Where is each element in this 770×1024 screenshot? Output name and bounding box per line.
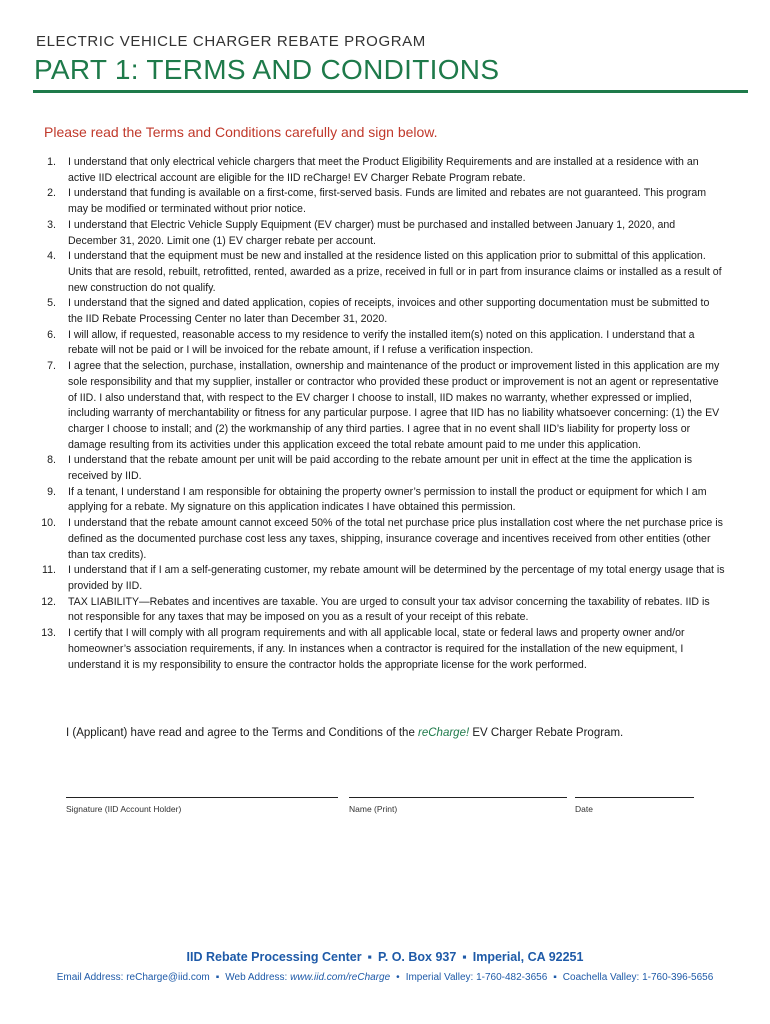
signature-line[interactable] (66, 797, 338, 798)
term-item (18, 328, 726, 359)
term-item (18, 218, 726, 249)
term-text: I understand that funding is available on a first-come, first-served basis. Funds are limited and rebates are not guaranteed. This program may be modified or terminated without prior notice. (68, 187, 707, 216)
term-text: I understand that the equipment must be new and installed at the residence listed on this application prior to submittal of this application. Units that are resold, rebuilt, retrofitted, rented, awarded as a prize, received in full or in part from insurance claims or installed as a result of new construction do not qualify. (68, 250, 722, 294)
term-text: I understand that the signed and dated application, copies of receipts, invoices and other supporting documentation must be submitted to the IID Rebate Processing Center no later than December 31, 2020. (68, 297, 710, 326)
term-text: I understand that if I am a self-generating customer, my rebate amount will be determined by the percentage of my total energy usage that is provided by IID. (68, 564, 725, 592)
program-title: ELECTRIC VEHICLE CHARGER REBATE PROGRAM (36, 33, 426, 50)
bullet-icon: ▪ (367, 950, 373, 964)
term-number: 7. (47, 360, 56, 373)
footer-box: P. O. Box 937 (378, 950, 457, 964)
imperial-phone: Imperial Valley: 1-760-482-3656 (405, 972, 548, 983)
term-number: 1. (47, 156, 56, 168)
date-label: Date (575, 804, 593, 814)
term-item (18, 249, 726, 296)
bullet-icon: ▪ (553, 972, 557, 983)
page-title: PART 1: TERMS AND CONDITIONS (34, 54, 500, 85)
web-label: Web Address: (225, 972, 291, 983)
term-item (18, 155, 726, 186)
email-link[interactable]: reCharge@iid.com (126, 972, 210, 983)
term-number: 9. (47, 485, 56, 498)
footer-address (0, 950, 770, 964)
name-line[interactable] (349, 797, 567, 798)
date-line[interactable] (575, 797, 694, 798)
term-text: I certify that I will comply with all program requirements and with all applicable local, state or federal laws and property owner and/or homeowner’s association requirements, if any. In instances when a contractor is required for the installation of the new equipment, I understand it is my responsibility to ensure the contractor holds the appropriate license for the work performed. (68, 627, 685, 671)
term-number: 8. (47, 454, 56, 467)
term-number: 2. (47, 187, 56, 200)
term-number: 13. (41, 627, 56, 640)
term-number: 10. (41, 517, 56, 530)
term-number: 6. (47, 328, 56, 341)
term-item (18, 485, 726, 516)
term-item (18, 296, 726, 327)
term-item (18, 563, 726, 594)
term-text: I agree that the selection, purchase, installation, ownership and maintenance of the product or improvement listed in this application are my sole responsibility and that my supplier, installer or contractor who provided these product or improvement is not an agent or representative of IID. I also understand that, with respect to the EV charger I choose to install, IID makes no warranty, whether expressed or implied, including warranty of merchantability or fitness for any particular purpose. I agree that IID has no liability whatsoever concerning: (1) the EV charger I choose to install; and (2) the workmanship of any third parties. I agree that in no event shall IID’s liability for property loss or damage resulting from its activities under this application exceed the total rebate amount paid to me under this application. (68, 360, 720, 451)
term-text: I will allow, if requested, reasonable access to my residence to verify the installed item(s) noted on this application. I understand that a rebate will not be paid or I will be invoiced for the rebate amount, if I refuse a verification inspection. (68, 328, 695, 357)
term-text: I understand that Electric Vehicle Supply Equipment (EV charger) must be purchased and installed between January 1, 2020, and December 31, 2020. Limit one (1) EV charger rebate per account. (68, 218, 676, 247)
agreement-statement (66, 727, 623, 739)
term-item (18, 453, 726, 484)
agreement-brand: reCharge! (418, 727, 470, 739)
coachella-phone: Coachella Valley: 1-760-396-5656 (562, 972, 714, 983)
term-item (18, 595, 726, 626)
term-number: 11. (42, 564, 56, 577)
bullet-icon: • (396, 972, 400, 983)
term-number: 5. (47, 297, 56, 310)
term-item (18, 516, 726, 563)
term-text: I understand that the rebate amount per unit will be paid according to the rebate amount per unit in effect at the time the application is received by IID. (68, 454, 693, 483)
term-number: 4. (47, 250, 56, 263)
term-item (18, 626, 726, 673)
web-link[interactable]: www.iid.com/reCharge (290, 972, 391, 983)
term-item (18, 186, 726, 217)
bullet-icon: ▪ (462, 950, 467, 964)
name-label: Name (Print) (349, 804, 398, 814)
intro-text: Please read the Terms and Conditions carefully and sign below. (44, 124, 438, 140)
term-number: 3. (47, 218, 56, 231)
email-label: Email Address: (56, 972, 127, 983)
terms-list (18, 155, 726, 673)
bullet-icon: ▪ (215, 972, 220, 983)
term-text: I understand that only electrical vehicle chargers that meet the Product Eligibility Requirements and are installed at a residence with an active IID electrical account are eligible for the IID reCharge! EV Charger Rebate Program rebate. (68, 156, 699, 184)
term-item (18, 359, 726, 453)
signature-label: Signature (IID Account Holder) (66, 804, 182, 814)
term-text: TAX LIABILITY—Rebates and incentives are taxable. You are urged to consult your tax advisor concerning the taxability of rebates. IID is not responsible for any taxes that may be imposed on you as a result of your receipt of this rebate. (68, 595, 710, 624)
footer-city: Imperial, CA 92251 (472, 950, 584, 964)
term-number: 12. (41, 595, 56, 608)
agreement-suffix: EV Charger Rebate Program. (469, 727, 624, 739)
term-text: I understand that the rebate amount cannot exceed 50% of the total net purchase price plus installation cost where the net purchase price is defined as the documented purchase cost less any taxes, shipping, insurance coverage and incentives received from other entities (other than tax credits). (68, 517, 723, 561)
term-text: If a tenant, I understand I am responsible for obtaining the property owner’s permission to install the product or equipment for which I am applying for a rebate. My signature on this application indicates I have obtained this permission. (68, 485, 707, 514)
agreement-prefix: I (Applicant) have read and agree to the Terms and Conditions of the (66, 727, 419, 739)
footer-center: IID Rebate Processing Center (186, 950, 362, 964)
title-rule (33, 90, 748, 93)
footer-contacts (0, 972, 770, 983)
